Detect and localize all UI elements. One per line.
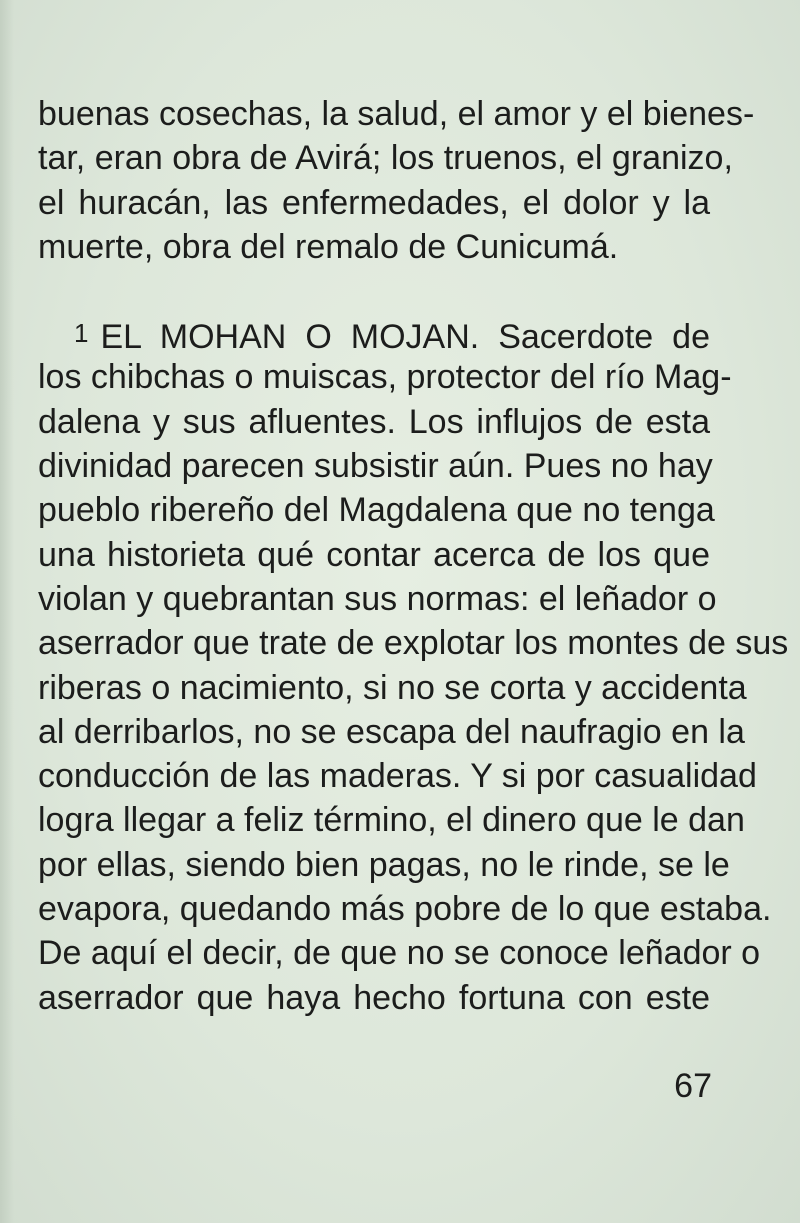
text-line: logra llegar a feliz término, el dinero que le dan — [38, 801, 745, 840]
text-line: los chibchas o muiscas, protector del río Mag- — [38, 358, 732, 397]
text-line: conducción de las maderas. Y si por casualidad — [38, 757, 757, 796]
text-line: divinidad parecen subsistir aún. Pues no hay — [38, 447, 713, 486]
page-gutter-shadow — [0, 0, 14, 1223]
text-line: por ellas, siendo bien pagas, no le rinde, se le — [38, 845, 730, 884]
text-line: pueblo ribereño del Magdalena que no tenga — [38, 491, 715, 530]
paragraph-gap — [38, 269, 710, 311]
footnote-mark: 1 — [74, 318, 89, 349]
text-line: dalena y sus afluentes. Los influjos de esta — [38, 402, 710, 441]
text-line: aserrador que haya hecho fortuna con este — [38, 978, 710, 1017]
text-line: evapora, quedando más pobre de lo que estaba. — [38, 890, 772, 929]
text-line: violan y quebrantan sus normas: el leñador o — [38, 579, 717, 618]
text-line: De aquí el decir, de que no se conoce leñador o — [38, 934, 761, 973]
paragraph-2 — [38, 311, 789, 1020]
text-line: tar, eran obra de Avirá; los truenos, el granizo, — [38, 139, 733, 178]
text-line: riberas o nacimiento, si no se corta y accidenta — [38, 668, 747, 707]
paragraph-1 — [38, 92, 755, 269]
text-line: aserrador que trate de explotar los montes de sus — [38, 624, 789, 663]
text-line: buenas cosechas, la salud, el amor y el bienes- — [38, 95, 755, 133]
text-line: muerte, obra del remalo de Cunicumá. — [38, 227, 619, 266]
text-line: una historieta qué contar acerca de los que — [38, 535, 710, 574]
text-line: el huracán, las enfermedades, el dolor y la — [38, 183, 710, 222]
text-line-content: EL MOHAN O MOJAN. Sacerdote de — [100, 318, 710, 357]
body-text — [38, 92, 789, 1020]
text-line-first — [38, 311, 710, 355]
text-line: al derribarlos, no se escapa del naufragio en la — [38, 712, 745, 751]
page-number: 67 — [674, 1067, 712, 1105]
